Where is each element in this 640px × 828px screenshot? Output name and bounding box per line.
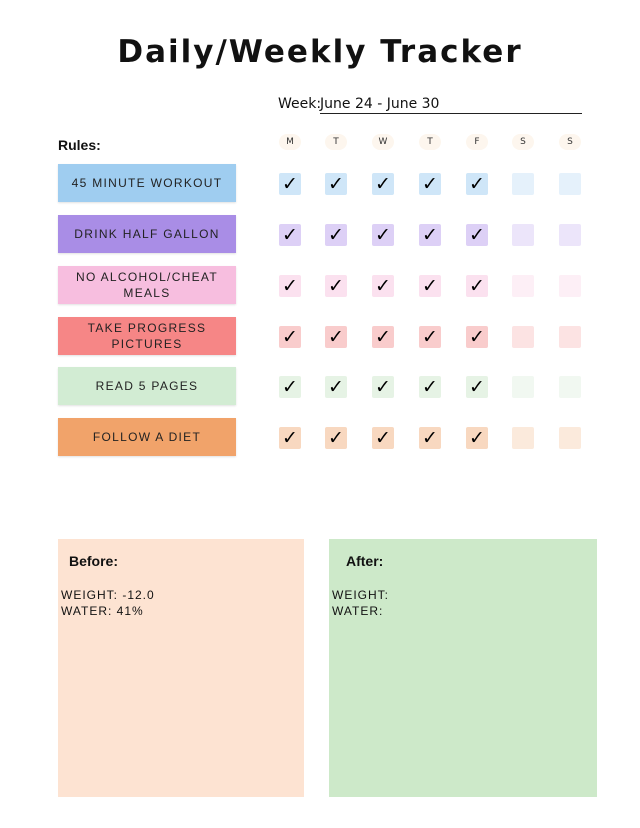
check-cell[interactable]: [559, 326, 581, 348]
after-panel: [329, 539, 597, 797]
checkmark-icon: ✓: [422, 173, 438, 195]
checkmark-icon: ✓: [375, 376, 391, 398]
after-weight[interactable]: WEIGHT:: [332, 588, 389, 602]
rule-label: FOLLOW A DIET: [58, 418, 236, 456]
check-cell[interactable]: [419, 326, 441, 348]
check-cell[interactable]: [512, 376, 534, 398]
check-cell[interactable]: [325, 376, 347, 398]
before-water[interactable]: WATER: 41%: [61, 604, 144, 618]
check-cell[interactable]: [512, 275, 534, 297]
checkmark-icon: ✓: [282, 173, 298, 195]
check-cell[interactable]: [512, 427, 534, 449]
day-header-3: T: [419, 134, 441, 150]
checkmark-icon: ✓: [469, 427, 485, 449]
checkmark-icon: ✓: [469, 173, 485, 195]
checkmark-icon: ✓: [282, 275, 298, 297]
checkmark-icon: ✓: [328, 224, 344, 246]
after-title: After:: [346, 553, 384, 569]
check-cell[interactable]: [279, 173, 301, 195]
check-cell[interactable]: [325, 173, 347, 195]
check-cell[interactable]: [466, 326, 488, 348]
rule-label: NO ALCOHOL/CHEAT MEALS: [58, 266, 236, 304]
checkmark-icon: ✓: [375, 224, 391, 246]
check-cell[interactable]: [279, 427, 301, 449]
checkmark-icon: ✓: [282, 427, 298, 449]
check-cell[interactable]: [466, 275, 488, 297]
rule-label: READ 5 PAGES: [58, 367, 236, 405]
week-label: Week:: [278, 96, 322, 112]
check-cell[interactable]: [419, 275, 441, 297]
checkmark-icon: ✓: [469, 326, 485, 348]
check-cell[interactable]: [325, 326, 347, 348]
before-panel: [58, 539, 304, 797]
checkmark-icon: ✓: [328, 427, 344, 449]
rule-label: 45 MINUTE WORKOUT: [58, 164, 236, 202]
check-cell[interactable]: [279, 224, 301, 246]
before-title: Before:: [69, 553, 119, 569]
before-weight[interactable]: WEIGHT: -12.0: [61, 588, 155, 602]
check-cell[interactable]: [419, 427, 441, 449]
checkmark-icon: ✓: [375, 275, 391, 297]
checkmark-icon: ✓: [469, 275, 485, 297]
check-cell[interactable]: [512, 173, 534, 195]
checkmark-icon: ✓: [282, 326, 298, 348]
checkmark-icon: ✓: [422, 224, 438, 246]
check-cell[interactable]: [372, 275, 394, 297]
rule-label: TAKE PROGRESS PICTURES: [58, 317, 236, 355]
day-header-6: S: [559, 134, 581, 150]
check-cell[interactable]: [372, 224, 394, 246]
check-cell[interactable]: [559, 173, 581, 195]
check-cell[interactable]: [559, 224, 581, 246]
check-cell[interactable]: [279, 376, 301, 398]
check-cell[interactable]: [325, 427, 347, 449]
check-cell[interactable]: [325, 275, 347, 297]
day-header-2: W: [372, 134, 394, 150]
checkmark-icon: ✓: [422, 427, 438, 449]
checkmark-icon: ✓: [282, 376, 298, 398]
check-cell[interactable]: [466, 173, 488, 195]
checkmark-icon: ✓: [328, 376, 344, 398]
check-cell[interactable]: [372, 173, 394, 195]
check-cell[interactable]: [512, 326, 534, 348]
check-cell[interactable]: [559, 275, 581, 297]
checkmark-icon: ✓: [328, 173, 344, 195]
checkmark-icon: ✓: [375, 173, 391, 195]
check-cell[interactable]: [325, 224, 347, 246]
check-cell[interactable]: [372, 376, 394, 398]
page-title: Daily/Weekly Tracker: [117, 34, 523, 70]
checkmark-icon: ✓: [328, 275, 344, 297]
check-cell[interactable]: [279, 326, 301, 348]
check-cell[interactable]: [372, 326, 394, 348]
rules-heading: Rules:: [58, 137, 101, 153]
day-header-4: F: [466, 134, 488, 150]
week-range-field[interactable]: June 24 - June 30: [320, 96, 582, 114]
checkmark-icon: ✓: [469, 224, 485, 246]
check-cell[interactable]: [466, 376, 488, 398]
check-cell[interactable]: [466, 224, 488, 246]
rule-label: DRINK HALF GALLON: [58, 215, 236, 253]
checkmark-icon: ✓: [469, 376, 485, 398]
checkmark-icon: ✓: [422, 326, 438, 348]
check-cell[interactable]: [372, 427, 394, 449]
check-cell[interactable]: [466, 427, 488, 449]
after-water[interactable]: WATER:: [332, 604, 384, 618]
day-header-0: M: [279, 134, 301, 150]
checkmark-icon: ✓: [282, 224, 298, 246]
check-cell[interactable]: [559, 376, 581, 398]
check-cell[interactable]: [419, 224, 441, 246]
checkmark-icon: ✓: [422, 376, 438, 398]
checkmark-icon: ✓: [328, 326, 344, 348]
check-cell[interactable]: [419, 376, 441, 398]
checkmark-icon: ✓: [375, 326, 391, 348]
check-cell[interactable]: [559, 427, 581, 449]
check-cell[interactable]: [512, 224, 534, 246]
checkmark-icon: ✓: [422, 275, 438, 297]
checkmark-icon: ✓: [375, 427, 391, 449]
day-header-1: T: [325, 134, 347, 150]
check-cell[interactable]: [419, 173, 441, 195]
day-header-5: S: [512, 134, 534, 150]
check-cell[interactable]: [279, 275, 301, 297]
